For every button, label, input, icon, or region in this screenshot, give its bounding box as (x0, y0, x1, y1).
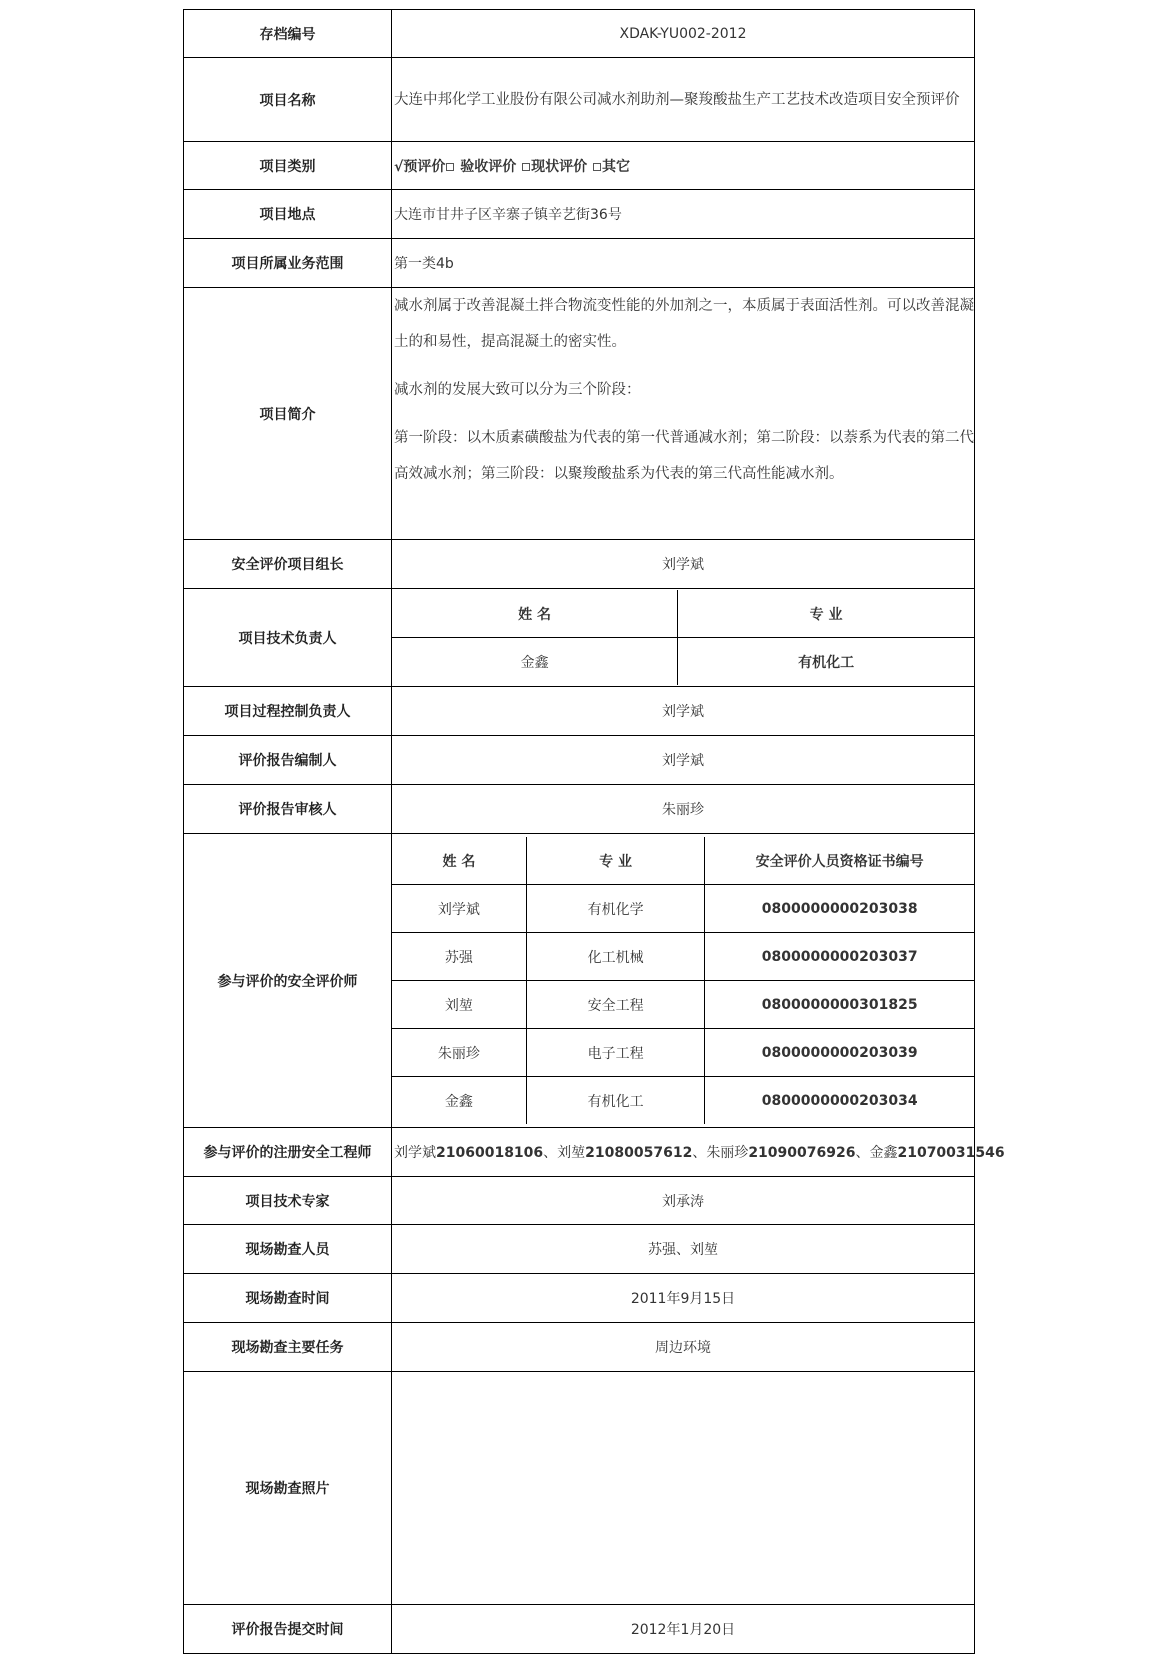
value-reviewer: 朱丽珍 (392, 785, 975, 834)
engineer-cert: 21060018106 (436, 1145, 544, 1161)
value-expert: 刘承涛 (392, 1177, 975, 1225)
table-row (392, 933, 974, 981)
evaluators-subtable (392, 837, 974, 1124)
label-engineers: 参与评价的注册安全工程师 (184, 1128, 392, 1177)
tech-lead-major: 有机化工 (678, 638, 974, 686)
row-inspect-task (184, 1323, 975, 1372)
row-submit (184, 1605, 975, 1654)
engineer-cert: 21070031546 (897, 1145, 1005, 1161)
table-row (392, 885, 974, 933)
separator: 、 (855, 1145, 870, 1161)
row-inspectors (184, 1225, 975, 1274)
evaluator-cert-no: 0800000000301825 (705, 981, 974, 1029)
option-pre-eval: 预评价 (403, 158, 446, 175)
header-major: 专 业 (678, 590, 974, 638)
evaluator-name: 朱丽珍 (392, 1029, 526, 1077)
value-project-name: 大连中邦化学工业股份有限公司减水剂助剂—聚羧酸盐生产工艺技术改造项目安全预评价 (392, 58, 975, 142)
header-name: 姓 名 (392, 837, 526, 885)
evaluator-major: 有机化工 (526, 1077, 705, 1125)
row-reviewer (184, 785, 975, 834)
intro-paragraph-3: 第一阶段：以木质素磺酸盐为代表的第一代普通减水剂；第二阶段：以萘系为代表的第二代高效减水剂；第三阶段：以聚羧酸盐系为代表的第三代高性能减水剂。 (394, 430, 974, 482)
value-project-type (392, 142, 975, 190)
evaluator-major: 化工机械 (526, 933, 705, 981)
engineer-name: 金鑫 (869, 1145, 898, 1161)
row-archive-no (184, 10, 975, 58)
tech-lead-subtable (392, 590, 974, 685)
row-expert (184, 1177, 975, 1225)
photos-area (392, 1372, 975, 1605)
label-archive-no: 存档编号 (184, 10, 392, 58)
row-scope (184, 239, 975, 288)
engineer-name: 朱丽珍 (706, 1145, 749, 1161)
row-compiler (184, 736, 975, 785)
value-location: 大连市甘井子区辛寨子镇辛艺街36号 (392, 190, 975, 239)
label-reviewer: 评价报告审核人 (184, 785, 392, 834)
label-location: 项目地点 (184, 190, 392, 239)
label-inspect-task: 现场勘查主要任务 (184, 1323, 392, 1372)
value-intro (392, 288, 975, 540)
row-project-name (184, 58, 975, 142)
table-row (392, 1077, 974, 1125)
intro-paragraph-2: 减水剂的发展大致可以分为三个阶段： (394, 382, 641, 398)
row-intro (184, 288, 975, 540)
checked-mark: √ (394, 158, 404, 175)
engineer-name: 刘堃 (557, 1145, 586, 1161)
evaluator-major: 有机化学 (526, 885, 705, 933)
row-engineers (184, 1128, 975, 1177)
value-inspectors: 苏强、刘堃 (392, 1225, 975, 1274)
option-other: 其它 (601, 158, 630, 175)
row-inspect-time (184, 1274, 975, 1323)
value-compiler: 刘学斌 (392, 736, 975, 785)
label-inspect-time: 现场勘查时间 (184, 1274, 392, 1323)
archive-record-sheet (183, 9, 1005, 1654)
checkbox-icon (593, 163, 601, 171)
label-tech-lead: 项目技术负责人 (184, 589, 392, 687)
table-row (392, 981, 974, 1029)
separator: 、 (543, 1145, 558, 1161)
label-inspectors: 现场勘查人员 (184, 1225, 392, 1274)
evaluator-cert-no: 0800000000203038 (705, 885, 974, 933)
option-acceptance: 验收评价 (455, 158, 522, 175)
label-process: 项目过程控制负责人 (184, 687, 392, 736)
header-name: 姓 名 (392, 590, 678, 638)
row-tech-lead (184, 589, 975, 687)
label-leader: 安全评价项目组长 (184, 540, 392, 589)
tech-lead-name: 金鑫 (392, 638, 678, 686)
value-archive-no: XDAK-YU002-2012 (392, 10, 975, 58)
header-cert-no: 安全评价人员资格证书编号 (705, 837, 974, 885)
table-row (392, 1029, 974, 1077)
archive-table (183, 9, 1005, 1654)
evaluator-name: 刘学斌 (392, 885, 526, 933)
row-project-type (184, 142, 975, 190)
engineer-cert: 21090076926 (748, 1145, 856, 1161)
checkbox-icon (446, 163, 454, 171)
row-leader (184, 540, 975, 589)
row-evaluators (184, 834, 975, 1128)
row-process (184, 687, 975, 736)
row-location (184, 190, 975, 239)
value-leader: 刘学斌 (392, 540, 975, 589)
evaluator-name: 刘堃 (392, 981, 526, 1029)
label-project-type: 项目类别 (184, 142, 392, 190)
option-status: 现状评价 (531, 158, 592, 175)
value-inspect-time: 2011年9月15日 (392, 1274, 975, 1323)
label-project-name: 项目名称 (184, 58, 392, 142)
label-submit: 评价报告提交时间 (184, 1605, 392, 1654)
value-engineers (392, 1128, 1005, 1177)
evaluator-cert-no: 0800000000203039 (705, 1029, 974, 1077)
header-major: 专 业 (526, 837, 705, 885)
row-photos (184, 1372, 975, 1605)
engineer-cert: 21080057612 (585, 1145, 693, 1161)
evaluator-major: 安全工程 (526, 981, 705, 1029)
label-compiler: 评价报告编制人 (184, 736, 392, 785)
tech-lead-subtable-cell (392, 589, 975, 687)
evaluator-cert-no: 0800000000203037 (705, 933, 974, 981)
label-expert: 项目技术专家 (184, 1177, 392, 1225)
value-process: 刘学斌 (392, 687, 975, 736)
evaluator-name: 苏强 (392, 933, 526, 981)
label-intro: 项目简介 (184, 288, 392, 540)
engineer-name: 刘学斌 (394, 1145, 436, 1161)
label-scope: 项目所属业务范围 (184, 239, 392, 288)
evaluator-name: 金鑫 (392, 1077, 526, 1125)
separator: 、 (692, 1145, 707, 1161)
value-scope: 第一类4b (392, 239, 975, 288)
evaluator-major: 电子工程 (526, 1029, 705, 1077)
label-photos: 现场勘查照片 (184, 1372, 392, 1605)
evaluators-subtable-cell (392, 834, 975, 1128)
label-evaluators: 参与评价的安全评价师 (184, 834, 392, 1128)
intro-paragraph-1: 减水剂属于改善混凝土拌合物流变性能的外加剂之一，本质属于表面活性剂。可以改善混凝土的和易性，提高混凝土的密实性。 (394, 298, 974, 350)
value-submit: 2012年1月20日 (392, 1605, 975, 1654)
value-inspect-task: 周边环境 (392, 1323, 975, 1372)
evaluator-cert-no: 0800000000203034 (705, 1077, 974, 1125)
checkbox-icon (522, 163, 530, 171)
